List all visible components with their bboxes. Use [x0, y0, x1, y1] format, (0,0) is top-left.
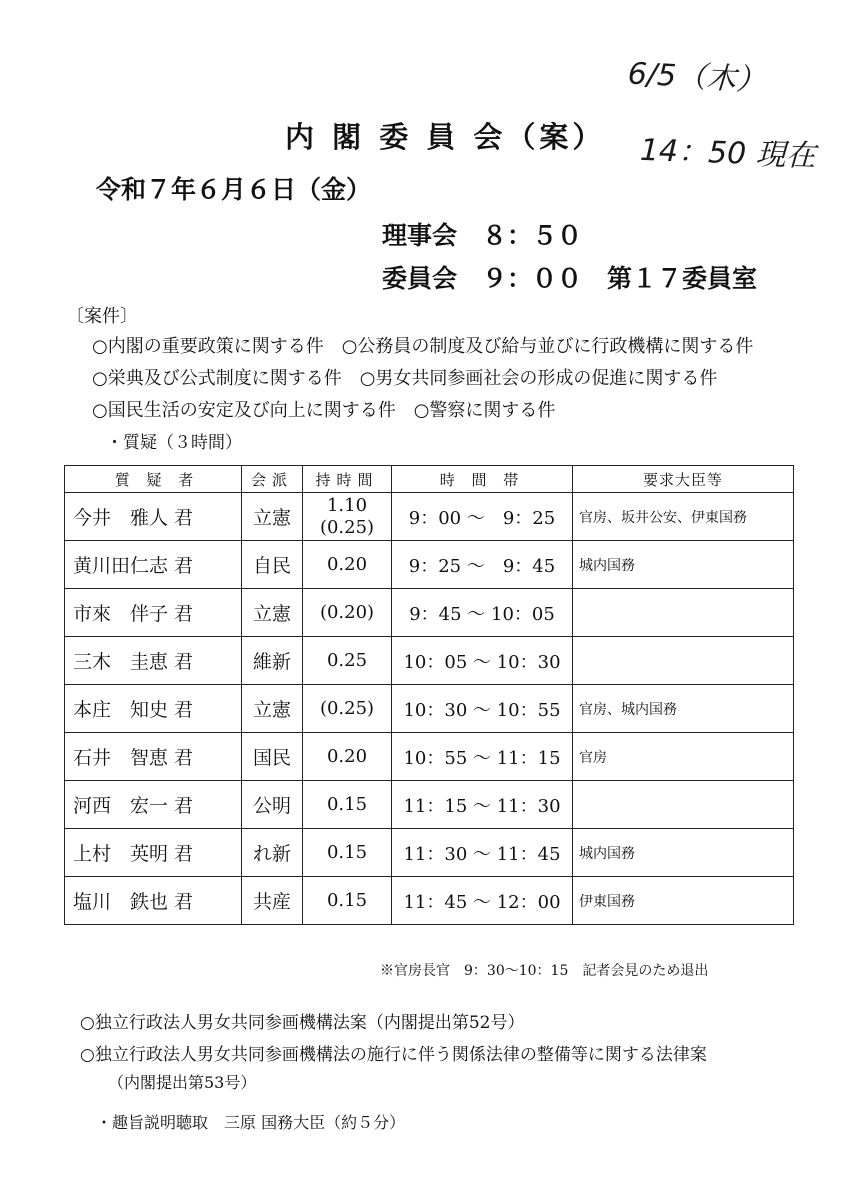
table-row — [65, 829, 794, 877]
party: 維新 — [242, 637, 303, 685]
party: 公明 — [242, 781, 303, 829]
questioner-name: 上村 英明 君 — [65, 829, 242, 877]
time-slot: 10：55 ～ 11：15 — [392, 733, 573, 781]
time-slot: 11：30 ～ 11：45 — [392, 829, 573, 877]
requested-ministers — [573, 781, 794, 829]
questioner-name: 河西 宏一 君 — [65, 781, 242, 829]
table-row — [65, 877, 794, 925]
party: 立憲 — [242, 685, 303, 733]
table-row — [65, 685, 794, 733]
table-row — [65, 493, 794, 541]
questioner-name: 黄川田仁志 君 — [65, 541, 242, 589]
questioner-name: 本庄 知史 君 — [65, 685, 242, 733]
table-row — [65, 637, 794, 685]
bill-number: （内閣提出第53号） — [108, 1073, 257, 1092]
table-header-row — [65, 466, 794, 493]
time-slot: 9：45 ～ 10：05 — [392, 589, 573, 637]
riji-schedule: 理事会 ８：５０ — [382, 221, 583, 250]
allotted-time: 0.25 — [303, 637, 392, 685]
time-slot: 10：30 ～ 10：55 — [392, 685, 573, 733]
agenda-label: 〔案件〕 — [66, 306, 138, 327]
agenda-line: ○内閣の重要政策に関する件 ○公務員の制度及び給与並びに行政機構に関する件 — [92, 336, 754, 357]
summary-explanation: ・趣旨説明聴取 三原 国務大臣（約５分） — [96, 1113, 406, 1132]
header-allotted-time: 持時間 — [303, 466, 392, 493]
time-slot: 9：00 ～ 9：25 — [392, 493, 573, 541]
party: 共産 — [242, 877, 303, 925]
requested-ministers: 伊東国務 — [573, 877, 794, 925]
press-conference-note: ※官房長官 9：30～10：15 記者会見のため退出 — [380, 963, 709, 979]
requested-ministers: 官房、城内国務 — [573, 685, 794, 733]
party: 立憲 — [242, 589, 303, 637]
allotted-time: 0.20 — [303, 733, 392, 781]
meeting-date: 令和７年６月６日（金） — [96, 175, 372, 204]
agenda-line: ○栄典及び公式制度に関する件 ○男女共同参画社会の形成の促進に関する件 — [92, 368, 718, 389]
party: 立憲 — [242, 493, 303, 541]
requested-ministers: 官房 — [573, 733, 794, 781]
allotted-time: (0.20) — [303, 589, 392, 637]
agenda-line: ○国民生活の安定及び向上に関する件 ○警察に関する件 — [92, 400, 556, 421]
questioner-name: 塩川 鉄也 君 — [65, 877, 242, 925]
requested-ministers — [573, 589, 794, 637]
bill-item: ○独立行政法人男女共同参画機構法の施行に伴う関係法律の整備等に関する法律案 — [80, 1045, 707, 1065]
party: 自民 — [242, 541, 303, 589]
allotted-time: 0.20 — [303, 541, 392, 589]
questioner-name: 今井 雅人 君 — [65, 493, 242, 541]
party: れ新 — [242, 829, 303, 877]
requested-ministers: 城内国務 — [573, 829, 794, 877]
allotted-time: (0.25) — [303, 685, 392, 733]
table-row — [65, 541, 794, 589]
requested-ministers: 城内国務 — [573, 541, 794, 589]
header-party: 会派 — [242, 466, 303, 493]
questioner-name: 石井 智恵 君 — [65, 733, 242, 781]
bill-item: ○独立行政法人男女共同参画機構法案（内閣提出第52号） — [80, 1013, 525, 1033]
header-requested-ministers: 要求大臣等 — [573, 466, 794, 493]
table-row — [65, 733, 794, 781]
questioner-name: 三木 圭恵 君 — [65, 637, 242, 685]
table-row — [65, 589, 794, 637]
handwritten-time: 14：50 現在 — [639, 132, 817, 175]
page-title: 内 閣 委 員 会（案） — [285, 120, 606, 154]
time-slot: 9：25 ～ 9：45 — [392, 541, 573, 589]
questioner-table — [64, 465, 794, 925]
party: 国民 — [242, 733, 303, 781]
questioner-name: 市來 伴子 君 — [65, 589, 242, 637]
table-row — [65, 781, 794, 829]
handwritten-date: 6/5（木） — [626, 56, 767, 99]
header-time-slot: 時 間 帯 — [392, 466, 573, 493]
requested-ministers: 官房、坂井公安、伊東国務 — [573, 493, 794, 541]
allotted-time: 0.15 — [303, 877, 392, 925]
allotted-time: 1.10 (0.25) — [303, 493, 392, 541]
header-questioner: 質 疑 者 — [65, 466, 242, 493]
requested-ministers — [573, 637, 794, 685]
allotted-time: 0.15 — [303, 829, 392, 877]
time-slot: 11：45 ～ 12：00 — [392, 877, 573, 925]
time-slot: 11：15 ～ 11：30 — [392, 781, 573, 829]
qa-label: ・質疑（３時間） — [106, 433, 242, 453]
time-slot: 10：05 ～ 10：30 — [392, 637, 573, 685]
iinkai-schedule: 委員会 ９：００ 第１７委員室 — [382, 264, 758, 293]
allotted-time: 0.15 — [303, 781, 392, 829]
